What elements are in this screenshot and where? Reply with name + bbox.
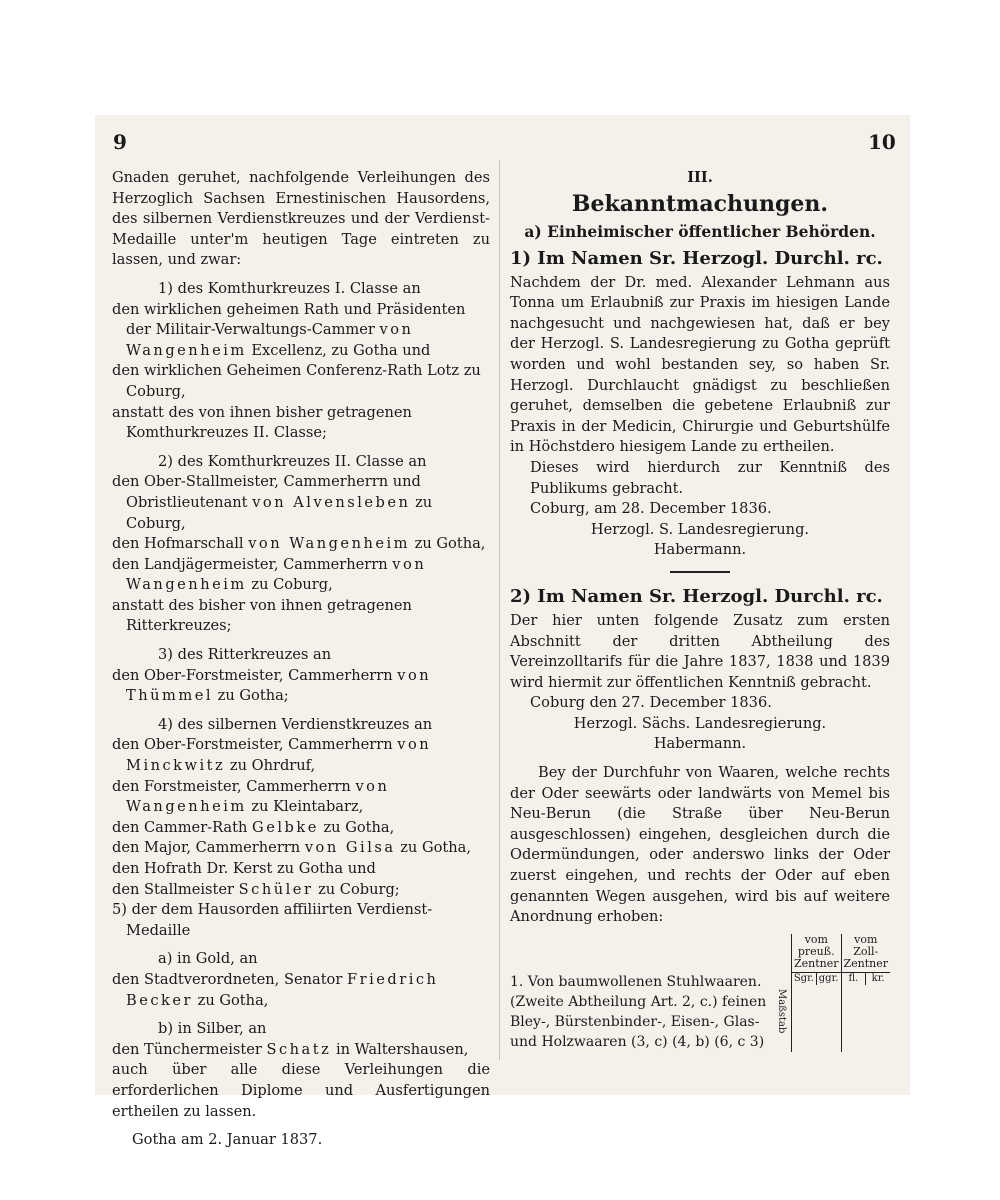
fl-label: fl. [842, 973, 867, 985]
tariff-table [510, 934, 890, 1052]
notice-2-heading: 2) Im Namen Sr. Herzogl. Durchl. rc. [510, 585, 883, 607]
recipient-line: den Landjägermeister, Cammerherrn von Wangenheim zu Coburg, [112, 555, 427, 594]
tariff-col-prussian [792, 934, 842, 1052]
column-divider [499, 160, 500, 1060]
tariff-col-prussian-sub [792, 973, 841, 985]
notice-2-date: Coburg den 27. December 1836. [530, 694, 772, 712]
notice-3-body: Bey der Durchfuhr von Waaren, welche rechts der Oder seewärts oder landwärts von Memel bis Neu-Berun (die Straße über Neu-Berun ausgeschlossen) eingehen, desgleichen durch die Odermündungen, oder anderswo links der Oder zuerst eingehen, und rechts der Oder auf eben genannten Wegen ausgehen, wird bis auf weitere Anordnung erhoben: [510, 764, 890, 926]
tariff-columns [791, 934, 890, 1052]
tariff-col-prussian-header: vom preuß. Zentner [792, 934, 841, 973]
notice-1-body-2: Dieses wird hierdurch zur Kenntniß des Publikums gebracht. [530, 458, 890, 497]
section-title: Bekanntmachungen. [571, 190, 829, 217]
recipient-line: den Ober-Forstmeister, Cammerherrn von Minckwitz zu Ohrdruf, [112, 736, 432, 775]
page-number-right: 10 [868, 130, 896, 154]
subsection-a-heading: a) in Gold, an [158, 950, 258, 968]
tariff-col-body [792, 985, 841, 1047]
recipient-line: den wirklichen geheimen Rath und Präsidenten der Militair-Verwaltungs-Cammer von Wangenheim Excellenz, zu Gotha und [112, 300, 466, 359]
date-line: Gotha am 2. Januar 1837. [132, 1131, 323, 1149]
note-line: anstatt des bisher von ihnen getragenen Ritterkreuzes; [112, 596, 412, 635]
notice-1-body: Nachdem der Dr. med. Alexander Lehmann aus Tonna um Erlaubniß zur Praxis im hiesigen Lande nachgesucht und nachgewiesen hat, daß er bey der Herzogl. S. Landesregierung zu Gotha geprüft worden und wohl bestanden sey, so haben Sr. Herzogl. Durchlaucht gnädigst zu beschließen geruhet, demselben die gebetene Erlaubniß zur Praxis in der Medicin, Chirurgie und Geburtshülfe in Höchstdero hiesigem Lande zu ertheilen. [510, 273, 890, 456]
note-line: anstatt des von ihnen bisher getragenen Komthurkreuzes II. Classe; [112, 403, 412, 442]
tariff-item: 1. Von baumwollenen Stuhlwaaren. (Zweite Abtheilung Art. 2, c.) feinen Bley-, Bürstenbinder-, Eisen-, Glas- und Holzwaaren (3, c) (4, b) (6, c 3) [510, 973, 767, 1050]
recipient-line: den Ober-Stallmeister, Cammerherrn und Obristlieutenant von Alvensleben zu Coburg, [112, 473, 433, 532]
notice-1-date: Coburg, am 28. December 1836. [530, 500, 772, 518]
section-4-heading: 4) des silbernen Verdienstkreuzes an [158, 715, 433, 733]
notice-1-authority: Herzogl. S. Landesregierung. [590, 520, 810, 538]
recipient-line: den Tünchermeister Schatz in Waltershausen, [112, 1040, 469, 1058]
recipient-line: den Major, Cammerherrn von Gilsa zu Gotha, [112, 839, 471, 857]
tariff-col-zoll [842, 934, 891, 1052]
right-column [510, 168, 890, 1052]
notice-2-body: Der hier unten folgende Zusatz zum ersten Abschnitt der dritten Abtheilung des Vereinzolltarifs für die Jahre 1837, 1838 und 1839 wird hiermit zur öffentlichen Kenntniß gebracht. [510, 611, 890, 691]
section-5-heading: 5) der dem Hausorden affiliirten Verdienst-Medaille [112, 901, 433, 939]
separator-rule [670, 571, 730, 573]
left-column [112, 168, 490, 1151]
section-1-heading: 1) des Komthurkreuzes I. Classe an [158, 279, 421, 297]
notice-2-signature: Habermann. [653, 735, 747, 753]
section-number: III. [687, 169, 713, 186]
tariff-col-zoll-header: vom Zoll-Zentner [842, 934, 891, 973]
recipient-line: den Stadtverordneten, Senator Friedrich Becker zu Gotha, [112, 970, 439, 1009]
recipient-line: den Ober-Forstmeister, Cammerherrn von Thümmel zu Gotha; [112, 666, 432, 705]
kr-label: kr. [871, 972, 885, 984]
ggr-label: ggr. [818, 972, 839, 984]
subsection-title: a) Einheimischer öffentlicher Behörden. [524, 221, 876, 241]
page-number-left: 9 [113, 130, 127, 154]
recipient-line: den Cammer-Rath Gelbke zu Gotha, [112, 818, 395, 836]
section-2-heading: 2) des Komthurkreuzes II. Classe an [158, 452, 427, 470]
closing-paragraph: auch über alle diese Verleihungen die erforderlichen Diplome und Ausfertigungen ertheilen zu lassen. [112, 1061, 490, 1120]
notice-2-authority: Herzogl. Sächs. Landesregierung. [573, 714, 827, 732]
tariff-col-zoll-sub [842, 973, 891, 985]
intro-paragraph: Gnaden geruhet, nachfolgende Verleihungen des Herzoglich Sachsen Ernestinischen Hausordens, des silbernen Verdienstkreuzes und der Verdienst-Medaille unter'm heutigen Tage eintreten zu lassen, und zwar: [112, 169, 490, 269]
tariff-vertical-label: Maßstab [776, 988, 787, 1034]
recipient-line: den Stallmeister Schüler zu Coburg; [112, 880, 400, 898]
recipient-line: den Forstmeister, Cammerherrn von Wangenheim zu Kleintabarz, [112, 777, 390, 816]
recipient-line: den Hofmarschall von Wangenheim zu Gotha, [112, 535, 486, 553]
recipient-line: den wirklichen Geheimen Conferenz-Rath Lotz zu Coburg, [112, 362, 481, 400]
recipient-line: den Hofrath Dr. Kerst zu Gotha und [112, 860, 376, 877]
section-3-heading: 3) des Ritterkreuzes an [158, 646, 332, 664]
subsection-b-heading: b) in Silber, an [158, 1020, 267, 1038]
notice-1-heading: 1) Im Namen Sr. Herzogl. Durchl. rc. [510, 247, 883, 269]
sgr-label: Sgr. [792, 973, 817, 985]
notice-1-signature: Habermann. [653, 541, 747, 559]
